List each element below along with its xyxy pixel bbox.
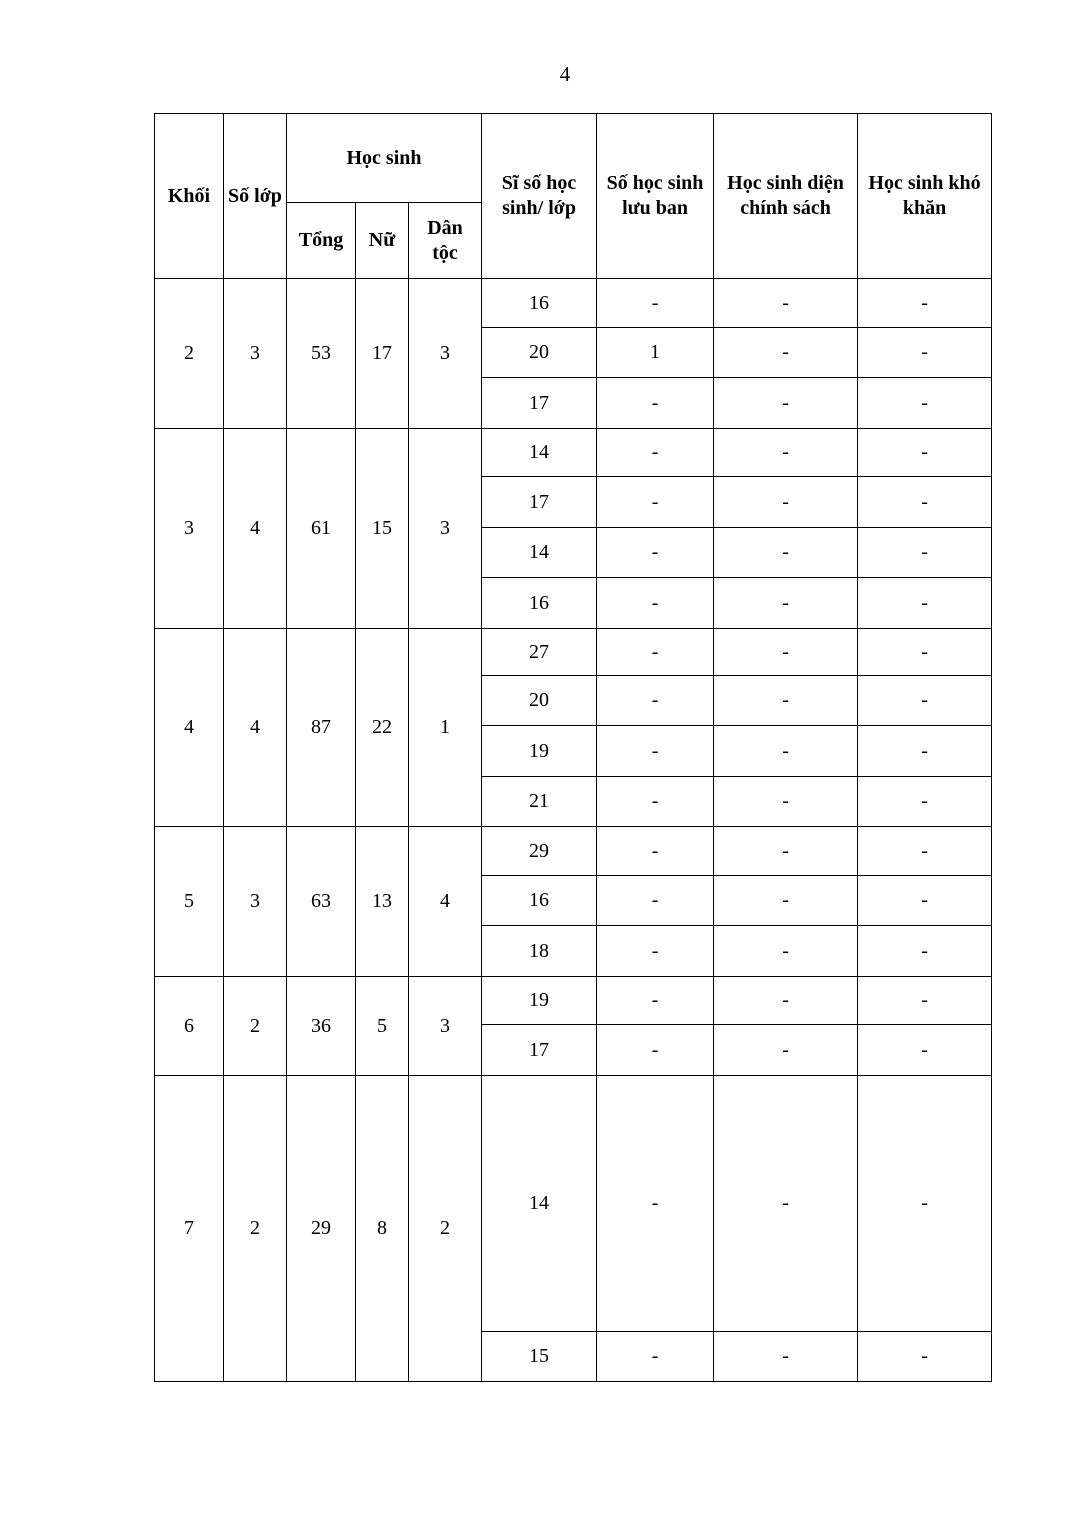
repeating-students-cell: 1 <box>597 328 714 378</box>
grade-cell: 7 <box>155 1076 224 1382</box>
repeating-students-cell: - <box>597 977 714 1025</box>
class-size-cell: 21 <box>482 777 597 827</box>
disadvantaged-students-cell: - <box>858 477 992 528</box>
ethnic-students-cell: 3 <box>409 279 482 429</box>
female-students-cell: 8 <box>356 1076 409 1382</box>
header-dien-chinh-sach: Học sinh diện chính sách <box>714 114 858 279</box>
repeating-students-cell: - <box>597 429 714 477</box>
header-khoi: Khối <box>155 114 224 279</box>
female-students-cell: 13 <box>356 827 409 977</box>
class-size-cell: 17 <box>482 1025 597 1076</box>
ethnic-students-cell: 3 <box>409 977 482 1076</box>
disadvantaged-students-cell: - <box>858 1332 992 1382</box>
header-tong: Tổng <box>287 203 356 279</box>
table-row <box>155 1076 992 1332</box>
repeating-students-cell: - <box>597 876 714 926</box>
policy-students-cell: - <box>714 629 858 676</box>
repeating-students-cell: - <box>597 578 714 629</box>
disadvantaged-students-cell: - <box>858 876 992 926</box>
policy-students-cell: - <box>714 378 858 429</box>
header-so-lop: Số lớp <box>224 114 287 279</box>
page-number: 4 <box>559 62 571 86</box>
policy-students-cell: - <box>714 777 858 827</box>
disadvantaged-students-cell: - <box>858 777 992 827</box>
repeating-students-cell: - <box>597 676 714 726</box>
total-students-cell: 63 <box>287 827 356 977</box>
disadvantaged-students-cell: - <box>858 1025 992 1076</box>
header-si-so: Sĩ số học sinh/ lớp <box>482 114 597 279</box>
total-students-cell: 87 <box>287 629 356 827</box>
policy-students-cell: - <box>714 676 858 726</box>
disadvantaged-students-cell: - <box>858 429 992 477</box>
total-students-cell: 53 <box>287 279 356 429</box>
ethnic-students-cell: 1 <box>409 629 482 827</box>
policy-students-cell: - <box>714 429 858 477</box>
repeating-students-cell: - <box>597 1076 714 1332</box>
table-row <box>155 629 992 676</box>
disadvantaged-students-cell: - <box>858 279 992 328</box>
policy-students-cell: - <box>714 926 858 977</box>
grade-cell: 4 <box>155 629 224 827</box>
disadvantaged-students-cell: - <box>858 378 992 429</box>
class-size-cell: 16 <box>482 876 597 926</box>
policy-students-cell: - <box>714 328 858 378</box>
table-row <box>155 429 992 477</box>
class-count-cell: 4 <box>224 429 287 629</box>
disadvantaged-students-cell: - <box>858 1076 992 1332</box>
policy-students-cell: - <box>714 977 858 1025</box>
policy-students-cell: - <box>714 827 858 876</box>
student-statistics-table <box>154 113 992 1382</box>
disadvantaged-students-cell: - <box>858 328 992 378</box>
disadvantaged-students-cell: - <box>858 827 992 876</box>
class-count-cell: 4 <box>224 629 287 827</box>
ethnic-students-cell: 4 <box>409 827 482 977</box>
header-hoc-sinh: Học sinh <box>287 114 482 203</box>
header-luu-ban: Số học sinh lưu ban <box>597 114 714 279</box>
table-row <box>155 827 992 876</box>
policy-students-cell: - <box>714 726 858 777</box>
table-body <box>155 279 992 1382</box>
class-size-cell: 14 <box>482 1076 597 1332</box>
female-students-cell: 22 <box>356 629 409 827</box>
total-students-cell: 61 <box>287 429 356 629</box>
header-nu: Nữ <box>356 203 409 279</box>
policy-students-cell: - <box>714 528 858 578</box>
table-row <box>155 279 992 328</box>
total-students-cell: 36 <box>287 977 356 1076</box>
female-students-cell: 17 <box>356 279 409 429</box>
policy-students-cell: - <box>714 1076 858 1332</box>
ethnic-students-cell: 3 <box>409 429 482 629</box>
policy-students-cell: - <box>714 1332 858 1382</box>
class-count-cell: 3 <box>224 827 287 977</box>
class-size-cell: 16 <box>482 279 597 328</box>
repeating-students-cell: - <box>597 926 714 977</box>
header-dan-toc: Dân tộc <box>409 203 482 279</box>
repeating-students-cell: - <box>597 1332 714 1382</box>
class-size-cell: 29 <box>482 827 597 876</box>
repeating-students-cell: - <box>597 477 714 528</box>
class-size-cell: 20 <box>482 328 597 378</box>
class-size-cell: 27 <box>482 629 597 676</box>
grade-cell: 2 <box>155 279 224 429</box>
policy-students-cell: - <box>714 876 858 926</box>
policy-students-cell: - <box>714 1025 858 1076</box>
class-size-cell: 20 <box>482 676 597 726</box>
disadvantaged-students-cell: - <box>858 528 992 578</box>
table-row <box>155 977 992 1025</box>
header-kho-khan: Học sinh khó khăn <box>858 114 992 279</box>
female-students-cell: 15 <box>356 429 409 629</box>
class-count-cell: 2 <box>224 1076 287 1382</box>
disadvantaged-students-cell: - <box>858 629 992 676</box>
disadvantaged-students-cell: - <box>858 726 992 777</box>
class-count-cell: 3 <box>224 279 287 429</box>
female-students-cell: 5 <box>356 977 409 1076</box>
disadvantaged-students-cell: - <box>858 578 992 629</box>
policy-students-cell: - <box>714 578 858 629</box>
class-size-cell: 16 <box>482 578 597 629</box>
repeating-students-cell: - <box>597 378 714 429</box>
table-header <box>155 114 992 279</box>
policy-students-cell: - <box>714 279 858 328</box>
ethnic-students-cell: 2 <box>409 1076 482 1382</box>
class-size-cell: 19 <box>482 977 597 1025</box>
grade-cell: 5 <box>155 827 224 977</box>
disadvantaged-students-cell: - <box>858 926 992 977</box>
repeating-students-cell: - <box>597 827 714 876</box>
class-size-cell: 18 <box>482 926 597 977</box>
class-size-cell: 17 <box>482 477 597 528</box>
total-students-cell: 29 <box>287 1076 356 1382</box>
disadvantaged-students-cell: - <box>858 676 992 726</box>
class-size-cell: 14 <box>482 429 597 477</box>
class-count-cell: 2 <box>224 977 287 1076</box>
class-size-cell: 17 <box>482 378 597 429</box>
class-size-cell: 15 <box>482 1332 597 1382</box>
class-size-cell: 19 <box>482 726 597 777</box>
repeating-students-cell: - <box>597 629 714 676</box>
policy-students-cell: - <box>714 477 858 528</box>
grade-cell: 3 <box>155 429 224 629</box>
repeating-students-cell: - <box>597 1025 714 1076</box>
repeating-students-cell: - <box>597 528 714 578</box>
repeating-students-cell: - <box>597 777 714 827</box>
class-size-cell: 14 <box>482 528 597 578</box>
disadvantaged-students-cell: - <box>858 977 992 1025</box>
repeating-students-cell: - <box>597 726 714 777</box>
repeating-students-cell: - <box>597 279 714 328</box>
grade-cell: 6 <box>155 977 224 1076</box>
